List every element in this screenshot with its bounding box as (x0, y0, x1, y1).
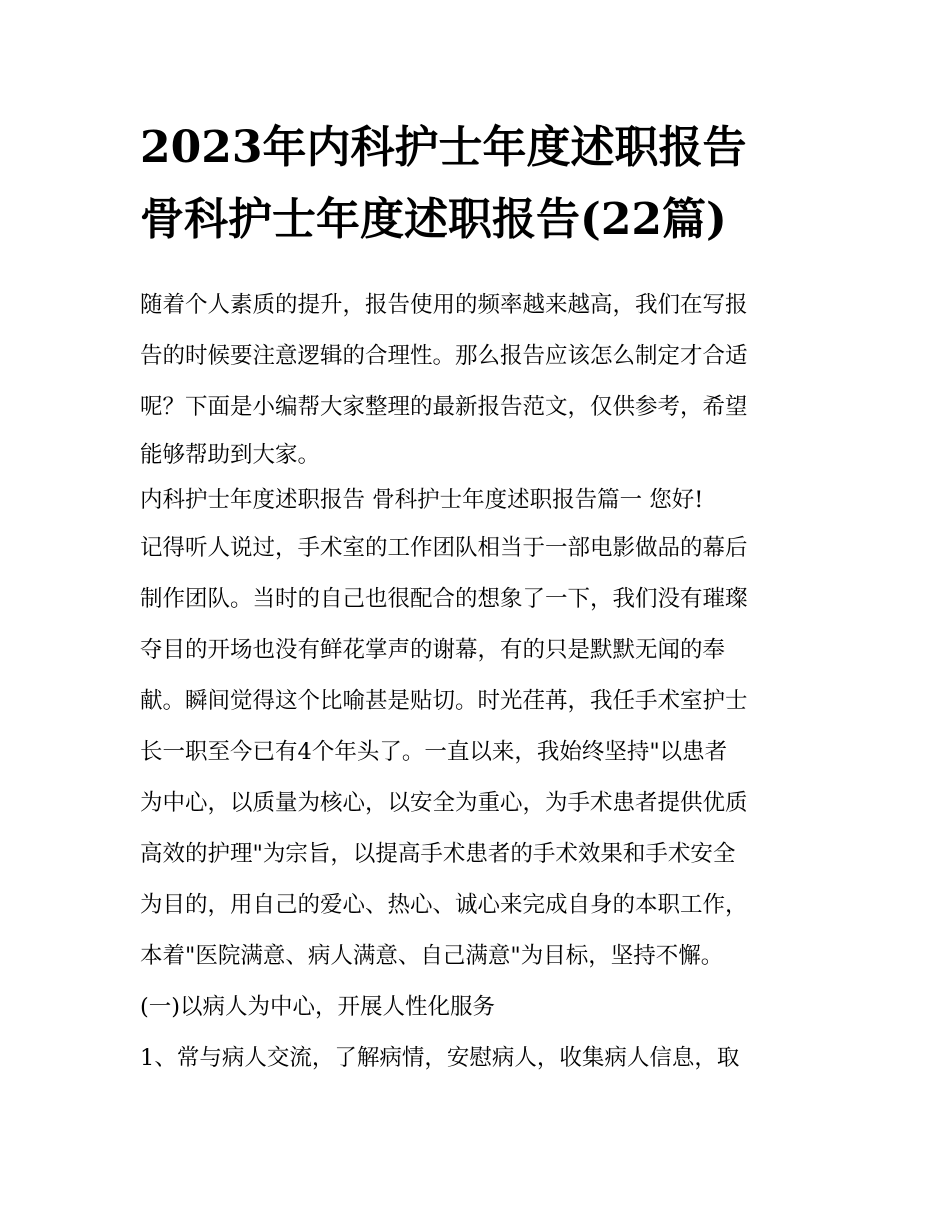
body-line: 夺目的开场也没有鲜花掌声的谢幕，有的只是默默无闻的奉 (140, 637, 726, 663)
body-line: 献。瞬间觉得这个比喻甚是贴切。时光荏苒，我任手术室护士 (140, 688, 748, 714)
body-line: 本着"医院满意、病人满意、自己满意"为目标，坚持不懈。 (140, 943, 724, 969)
body-line: 呢？下面是小编帮大家整理的最新报告范文，仅供参考，希望 (140, 394, 748, 420)
body-line: 高效的护理"为宗旨，以提高手术患者的手术效果和手术安全 (140, 841, 736, 867)
body-line: 能够帮助到大家。 (140, 442, 321, 468)
document-title (140, 112, 820, 256)
body-line: 制作团队。当时的自己也很配合的想象了一下，我们没有璀璨 (140, 586, 748, 612)
list-item: 1、常与病人交流，了解病情，安慰病人，收集病人信息，取 (140, 1045, 740, 1071)
document-body (140, 280, 820, 1084)
body-line: 记得听人说过，手术室的工作团队相当于一部电影做品的幕后 (140, 535, 748, 561)
body-line: 为目的，用自己的爱心、热心、诚心来完成自身的本职工作， (140, 892, 748, 918)
section-heading: 内科护士年度述职报告 骨科护士年度述职报告篇一 您好! (140, 487, 704, 513)
body-line: 告的时候要注意逻辑的合理性。那么报告应该怎么制定才合适 (140, 343, 748, 369)
body-line: 随着个人素质的提升，报告使用的频率越来越高，我们在写报 (140, 292, 748, 318)
title-line-1: 2023年内科护士年度述职报告 (140, 122, 747, 173)
subsection-heading: (一)以病人为中心，开展人性化服务 (140, 994, 496, 1020)
title-line-2: 骨科护士年度述职报告(22篇) (140, 194, 727, 245)
body-line: 长一职至今已有4个年头了。一直以来，我始终坚持"以患者 (140, 739, 728, 765)
body-line: 为中心，以质量为核心，以安全为重心，为手术患者提供优质 (140, 790, 748, 816)
